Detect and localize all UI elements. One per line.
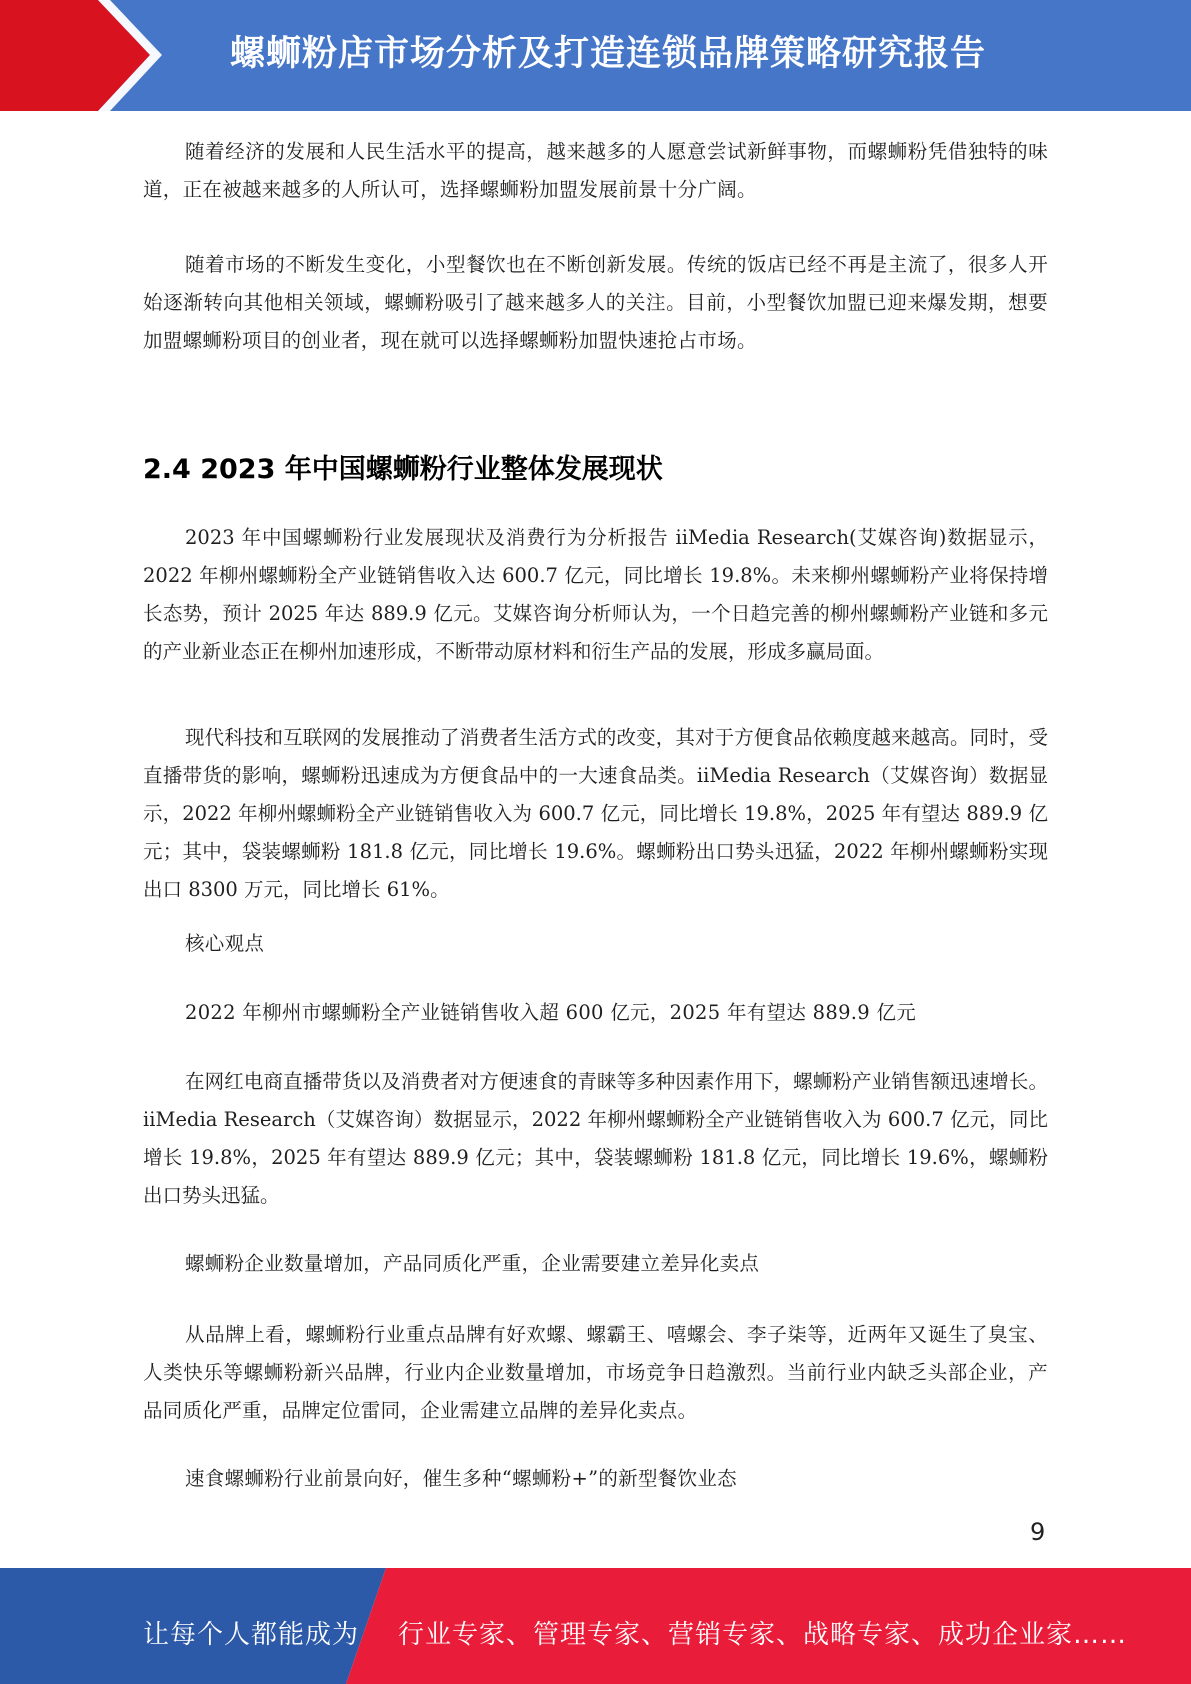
section-paragraph-3: [143, 1063, 1048, 1215]
paragraph: 现代科技和互联网的发展推动了消费者生活方式的改变，其对于方便食品依赖度越来越高。同时，受直播带货的影响，螺蛳粉迅速成为方便食品中的一大速食品类。iiMedia Research（艾媒咨询）数据显示，2022 年柳州螺蛳粉全产业链销售收入为 600.7 亿元，同比增长 19.8%，2025 年有望达 889.9 亿元；其中，袋装螺蛳粉 181.8 亿元，同比增长 19.6%。螺蛳粉出口势头迅猛，2022 年柳州螺蛳粉实现出口 8300 万元，同比增长 61%。: [143, 726, 1048, 901]
footer-slogan-right: 行业专家、管理专家、营销专家、战略专家、成功企业家……: [398, 1620, 1128, 1650]
viewpoint-1: [143, 994, 1048, 1032]
section-paragraph-4: [143, 1316, 1048, 1430]
paragraph: 螺蛳粉企业数量增加，产品同质化严重，企业需要建立差异化卖点: [185, 1252, 760, 1275]
section-paragraph-1: [143, 519, 1048, 671]
paragraph: 从品牌上看，螺蛳粉行业重点品牌有好欢螺、螺霸王、嘻螺会、李子柒等，近两年又诞生了臭宝、人类快乐等螺蛳粉新兴品牌，行业内企业数量增加，市场竞争日趋激烈。当前行业内缺乏头部企业，产品同质化严重，品牌定位雷同，企业需建立品牌的差异化卖点。: [143, 1323, 1048, 1422]
viewpoint-3: [143, 1460, 1048, 1498]
report-title: 螺蛳粉店市场分析及打造连锁品牌策略研究报告: [230, 34, 987, 74]
page-footer: [0, 1568, 1191, 1684]
section-paragraph-2: [143, 719, 1048, 909]
intro-paragraph-1: [143, 133, 1048, 209]
paragraph: 随着市场的不断发生变化，小型餐饮也在不断创新发展。传统的饭店已经不再是主流了，很多人开始逐渐转向其他相关领域，螺蛳粉吸引了越来越多人的关注。目前，小型餐饮加盟已迎来爆发期，想要加盟螺蛳粉项目的创业者，现在就可以选择螺蛳粉加盟快速抢占市场。: [143, 253, 1048, 352]
paragraph: 2022 年柳州市螺蛳粉全产业链销售收入超 600 亿元，2025 年有望达 889.9 亿元: [185, 1001, 917, 1024]
viewpoint-2: [143, 1245, 1048, 1283]
core-viewpoint-label: [143, 925, 1048, 963]
intro-paragraph-2: [143, 246, 1048, 360]
footer-slogan-left: 让每个人都能成为: [143, 1620, 360, 1650]
paragraph: 2023 年中国螺蛳粉行业发展现状及消费行为分析报告 iiMedia Research(艾媒咨询)数据显示，2022 年柳州螺蛳粉全产业链销售收入达 600.7 亿元，同比增长 19.8%。未来柳州螺蛳粉产业将保持增长态势，预计 2025 年达 889.9 亿元。艾媒咨询分析师认为，一个日趋完善的柳州螺蛳粉产业链和多元的产业新业态正在柳州加速形成，不断带动原材料和衍生产品的发展，形成多赢局面。: [143, 526, 1048, 663]
page-header: [0, 0, 1191, 111]
page-number: 9: [1030, 1518, 1046, 1546]
paragraph: 速食螺蛳粉行业前景向好，催生多种“螺蛳粉+”的新型餐饮业态: [185, 1467, 737, 1490]
section-heading: 2.4 2023 年中国螺蛳粉行业整体发展现状: [143, 454, 663, 485]
paragraph: 在网红电商直播带货以及消费者对方便速食的青睐等多种因素作用下，螺蛳粉产业销售额迅速增长。iiMedia Research（艾媒咨询）数据显示，2022 年柳州螺蛳粉全产业链销售收入为 600.7 亿元，同比增长 19.8%，2025 年有望达 889.9 亿元；其中，袋装螺蛳粉 181.8 亿元，同比增长 19.6%，螺蛳粉出口势头迅猛。: [143, 1070, 1048, 1207]
header-arrow-red: [0, 0, 150, 111]
paragraph: 随着经济的发展和人民生活水平的提高，越来越多的人愿意尝试新鲜事物，而螺蛳粉凭借独特的味道，正在被越来越多的人所认可，选择螺蛳粉加盟发展前景十分广阔。: [143, 140, 1048, 201]
paragraph: 核心观点: [185, 932, 265, 955]
